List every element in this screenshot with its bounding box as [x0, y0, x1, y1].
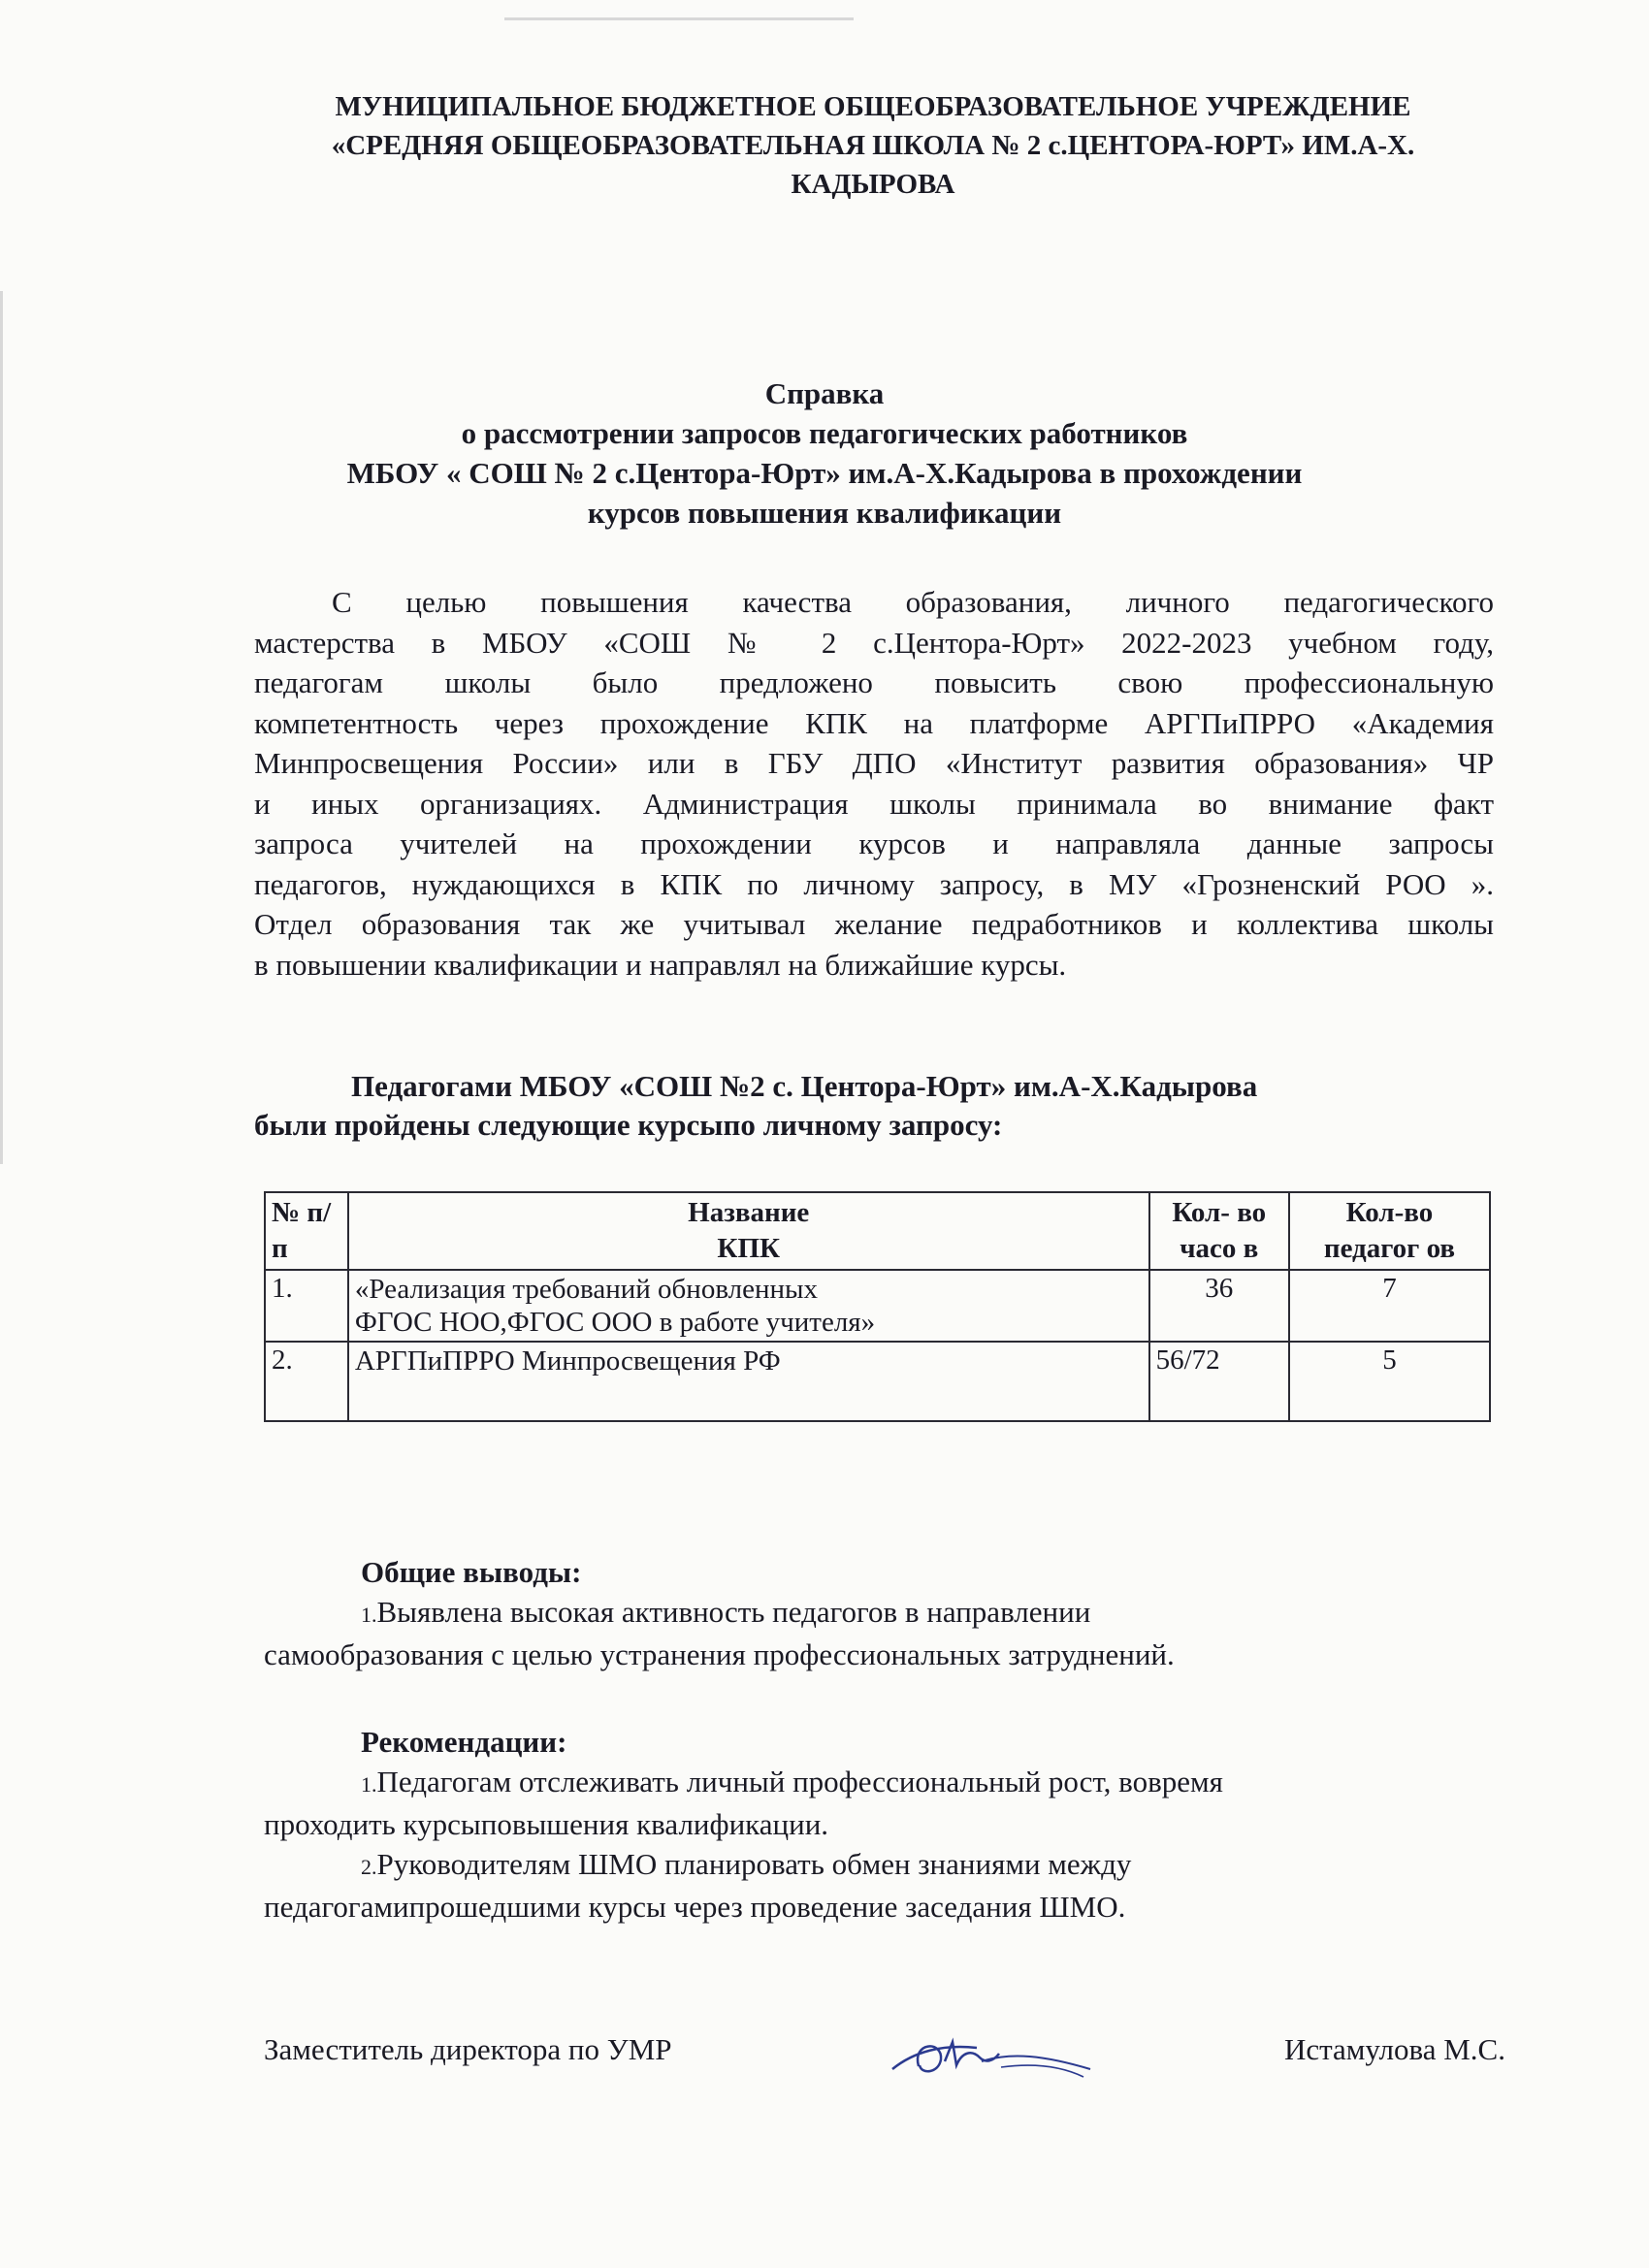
row-teachers: 5	[1289, 1342, 1490, 1421]
row-name-line-2: ФГОС НОО,ФГОС ООО в работе учителя»	[354, 1307, 876, 1338]
conclusions-section	[264, 1552, 1505, 1674]
recommendation-item-1-cont: проходить курсыповышения квалификации.	[264, 1807, 829, 1841]
recommendation-item-text: Руководителям ШМО планировать обмен знаниями между	[376, 1847, 1132, 1881]
intro-line-2: были пройдены следующие курсыпо личному запросу:	[254, 1108, 1003, 1142]
courses-intro	[254, 1067, 1515, 1145]
title-line-3: МБОУ « СОШ № 2 с.Центора-Юрт» им.А-Х.Кадырова в прохождении	[346, 456, 1303, 490]
recommendations-section	[264, 1722, 1505, 1927]
handwritten-signature-icon	[885, 2023, 1098, 2090]
paragraph-line: и иных организациях. Администрация школы принимала во внимание факт	[254, 786, 1494, 821]
title-line-1: Справка	[764, 376, 885, 410]
scan-edge-mark	[504, 17, 854, 20]
paragraph-line: педагогов, нуждающихся в КПК по личному запросу, в МУ «Грозненский РОО ».	[254, 866, 1494, 901]
paragraph-line: запроса учителей на прохождении курсов и направляла данные запросы	[254, 826, 1494, 860]
header-line-2: «СРЕДНЯЯ ОБЩЕОБРАЗОВАТЕЛЬНАЯ ШКОЛА № 2 с.ЦЕНТОРА-ЮРТ» ИМ.А-Х.	[331, 130, 1415, 161]
paragraph-line: педагогам школы было предложено повысить свою профессиональную	[254, 665, 1494, 699]
main-paragraph	[254, 582, 1494, 985]
header-teachers: Кол-во педагог ов	[1289, 1192, 1490, 1270]
intro-line-1: Педагогами МБОУ «СОШ №2 с. Центора-Юрт» им.А-Х.Кадырова	[351, 1069, 1258, 1103]
title-line-4: курсов повышения квалификации	[587, 496, 1062, 530]
conclusion-item-1-cont: самообразования с целью устранения профессиональных затруднений.	[264, 1637, 1175, 1671]
document-title	[194, 373, 1455, 533]
conclusion-item-number: 1.	[361, 1603, 377, 1627]
paragraph-line: С целью повышения качества образования, личного педагогического	[332, 585, 1494, 619]
signatory-position: Заместитель директора по УМР	[264, 2032, 672, 2066]
paragraph-line: Минпросвещения России» или в ГБУ ДПО «Институт развития образования» ЧР	[254, 746, 1494, 780]
row-num: 2.	[265, 1342, 348, 1421]
header-name-line-1: Название	[688, 1197, 810, 1228]
courses-table	[264, 1191, 1491, 1422]
table-header-row	[265, 1192, 1490, 1270]
conclusions-heading: Общие выводы:	[361, 1555, 582, 1589]
recommendations-heading: Рекомендации:	[361, 1725, 567, 1759]
header-hours: Кол- во часо в	[1149, 1192, 1289, 1270]
paragraph-line: компетентность через прохождение КПК на платформе АРГПиПРРО «Академия	[254, 705, 1494, 740]
row-name	[348, 1342, 1149, 1421]
title-line-2: о рассмотрении запросов педагогических работников	[461, 416, 1188, 450]
header-line-3: КАДЫРОВА	[791, 169, 955, 200]
table-row	[265, 1342, 1490, 1421]
school-header	[233, 87, 1513, 204]
signature-row	[264, 2032, 1505, 2090]
paragraph-line: Отдел образования так же учитывал желание педработников и коллектива школы	[254, 907, 1494, 941]
conclusion-item-1	[264, 1592, 1505, 1635]
paragraph-line: в повышении квалификации и направлял на ближайшие курсы.	[254, 947, 1067, 982]
header-num: № п/ п	[265, 1192, 348, 1270]
header-name-line-2: КПК	[717, 1233, 781, 1264]
table-row	[265, 1270, 1490, 1342]
conclusion-item-text: Выявлена высокая активность педагогов в направлении	[376, 1595, 1091, 1629]
recommendation-item-number: 1.	[361, 1772, 377, 1797]
signatory-name: Истамулова М.С.	[1283, 2032, 1505, 2066]
header-line-1: МУНИЦИПАЛЬНОЕ БЮДЖЕТНОЕ ОБЩЕОБРАЗОВАТЕЛЬНОЕ УЧРЕЖДЕНИЕ	[335, 91, 1411, 122]
paragraph-line: мастерства в МБОУ «СОШ № 2 с.Центора-Юрт» 2022-2023 учебном году,	[254, 625, 1494, 660]
recommendation-item-2-cont: педагогамипрошедшими курсы через проведение заседания ШМО.	[264, 1890, 1126, 1924]
row-name-line-1: АРГПиПРРО Минпросвещения РФ	[354, 1345, 781, 1377]
recommendation-item-2	[264, 1844, 1505, 1887]
row-num: 1.	[265, 1270, 348, 1342]
row-teachers: 7	[1289, 1270, 1490, 1342]
row-name	[348, 1270, 1149, 1342]
recommendation-item-1	[264, 1762, 1505, 1804]
header-name	[348, 1192, 1149, 1270]
row-hours: 56/72	[1149, 1342, 1289, 1421]
recommendation-item-text: Педагогам отслеживать личный профессиональный рост, вовремя	[376, 1765, 1223, 1798]
scan-edge-mark	[0, 291, 3, 1164]
recommendation-item-number: 2.	[361, 1855, 377, 1879]
row-name-line-1: «Реализация требований обновленных	[354, 1274, 818, 1305]
row-hours: 36	[1149, 1270, 1289, 1342]
